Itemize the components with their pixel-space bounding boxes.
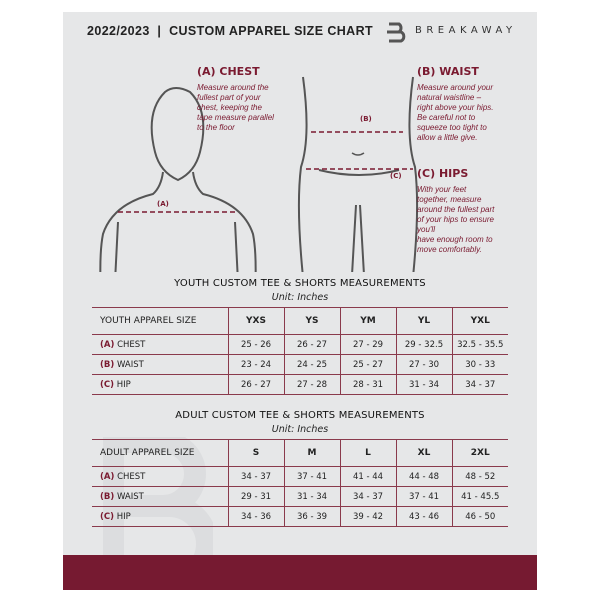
table-cell: 25 - 27	[340, 355, 396, 375]
table-header-row	[92, 308, 508, 335]
table-cell: 41 - 44	[340, 467, 396, 487]
text-line: chest, keeping the	[197, 103, 262, 112]
size-header: XL	[396, 440, 452, 467]
text-line: to the floor	[197, 123, 235, 132]
table-row	[92, 355, 508, 375]
size-header: YL	[396, 308, 452, 335]
table-cell: 43 - 46	[396, 507, 452, 527]
table-cell: 29 - 31	[228, 487, 284, 507]
table-cell: 30 - 33	[452, 355, 508, 375]
hips-marker: (C)	[390, 172, 402, 180]
row-label	[92, 487, 228, 507]
text-line: With your feet	[417, 185, 467, 194]
row-name: CHEST	[117, 471, 146, 482]
table-row	[92, 507, 508, 527]
table-row	[92, 467, 508, 487]
table-cell: 37 - 41	[284, 467, 340, 487]
text-line: of your hips to ensure	[417, 215, 494, 224]
footer-band	[63, 555, 537, 590]
table-cell: 34 - 37	[452, 375, 508, 395]
text-line: tape measure parallel	[197, 113, 274, 122]
text-line: Measure around your	[417, 83, 494, 92]
text-line: Be careful not to	[417, 113, 476, 122]
waist-instructions	[417, 65, 494, 143]
row-label	[92, 335, 228, 355]
text-line: around the fullest part	[417, 205, 495, 214]
text-line: have enough room to	[417, 235, 493, 244]
breakaway-logo-icon	[385, 20, 409, 44]
adult-size-table	[92, 439, 508, 527]
table-cell: 27 - 28	[284, 375, 340, 395]
text-line: natural waistline –	[417, 93, 482, 102]
table-cell: 28 - 31	[340, 375, 396, 395]
adult-unit: Unit: Inches	[271, 424, 329, 435]
table-cell: 34 - 37	[228, 467, 284, 487]
table-cell: 26 - 27	[284, 335, 340, 355]
table-cell: 25 - 26	[228, 335, 284, 355]
table-cell: 46 - 50	[452, 507, 508, 527]
text-line: you'll	[417, 225, 435, 234]
table-row	[92, 335, 508, 355]
text-line: move comfortably.	[417, 245, 482, 254]
row-label	[92, 467, 228, 487]
table-row	[92, 487, 508, 507]
size-header: YXL	[452, 308, 508, 335]
size-header: L	[340, 440, 396, 467]
row-label	[92, 355, 228, 375]
text-line: right above your hips.	[417, 103, 494, 112]
adult-section-title: ADULT CUSTOM TEE & SHORTS MEASUREMENTS	[175, 410, 425, 421]
row-code: (A)	[100, 339, 115, 350]
table-cell: 27 - 30	[396, 355, 452, 375]
row-code: (B)	[100, 491, 115, 502]
row-name: WAIST	[116, 491, 144, 502]
table-header-row	[92, 440, 508, 467]
size-header: YXS	[228, 308, 284, 335]
chest-marker: (A)	[157, 200, 169, 208]
size-header: M	[284, 440, 340, 467]
youth-section-title: YOUTH CUSTOM TEE & SHORTS MEASUREMENTS	[174, 278, 426, 289]
page-title: 2022/2023 | CUSTOM APPAREL SIZE CHART	[87, 24, 374, 38]
text-line: allow a little give.	[417, 133, 478, 142]
waist-heading: (B) WAIST	[417, 65, 479, 78]
chest-instructions	[197, 65, 274, 133]
row-name: HIP	[116, 379, 131, 390]
brand-name: BREAKAWAY	[415, 25, 517, 36]
table-cell: 39 - 42	[340, 507, 396, 527]
table-cell: 29 - 32.5	[396, 335, 452, 355]
table-cell: 31 - 34	[396, 375, 452, 395]
header-label: YOUTH APPAREL SIZE	[92, 308, 228, 335]
table-cell: 23 - 24	[228, 355, 284, 375]
size-chart-panel	[63, 12, 537, 590]
table-cell: 31 - 34	[284, 487, 340, 507]
youth-size-table	[92, 307, 508, 395]
youth-unit: Unit: Inches	[271, 292, 329, 303]
table-row	[92, 375, 508, 395]
table-cell: 32.5 - 35.5	[452, 335, 508, 355]
size-header: S	[228, 440, 284, 467]
table-cell: 36 - 39	[284, 507, 340, 527]
row-code: (B)	[100, 359, 115, 370]
hips-heading: (C) HIPS	[417, 167, 469, 180]
row-code: (C)	[100, 511, 115, 522]
row-label	[92, 507, 228, 527]
row-code: (C)	[100, 379, 115, 390]
size-header: YS	[284, 308, 340, 335]
table-cell: 34 - 36	[228, 507, 284, 527]
size-header: 2XL	[452, 440, 508, 467]
table-cell: 44 - 48	[396, 467, 452, 487]
row-name: CHEST	[117, 339, 146, 350]
table-cell: 34 - 37	[340, 487, 396, 507]
text-line: together, measure	[417, 195, 482, 204]
table-cell: 27 - 29	[340, 335, 396, 355]
table-cell: 48 - 52	[452, 467, 508, 487]
table-cell: 26 - 27	[228, 375, 284, 395]
table-cell: 37 - 41	[396, 487, 452, 507]
text-line: fullest part of your	[197, 93, 261, 102]
row-code: (A)	[100, 471, 115, 482]
row-name: HIP	[116, 511, 131, 522]
table-cell: 24 - 25	[284, 355, 340, 375]
table-cell: 41 - 45.5	[452, 487, 508, 507]
row-name: WAIST	[116, 359, 144, 370]
text-line: squeeze too tight to	[417, 123, 487, 132]
waist-marker: (B)	[360, 115, 372, 123]
hips-instructions	[417, 167, 494, 255]
size-header: YM	[340, 308, 396, 335]
header-label: ADULT APPAREL SIZE	[92, 440, 228, 467]
text-line: Measure around the	[197, 83, 269, 92]
row-label	[92, 375, 228, 395]
chest-heading: (A) CHEST	[197, 65, 260, 78]
